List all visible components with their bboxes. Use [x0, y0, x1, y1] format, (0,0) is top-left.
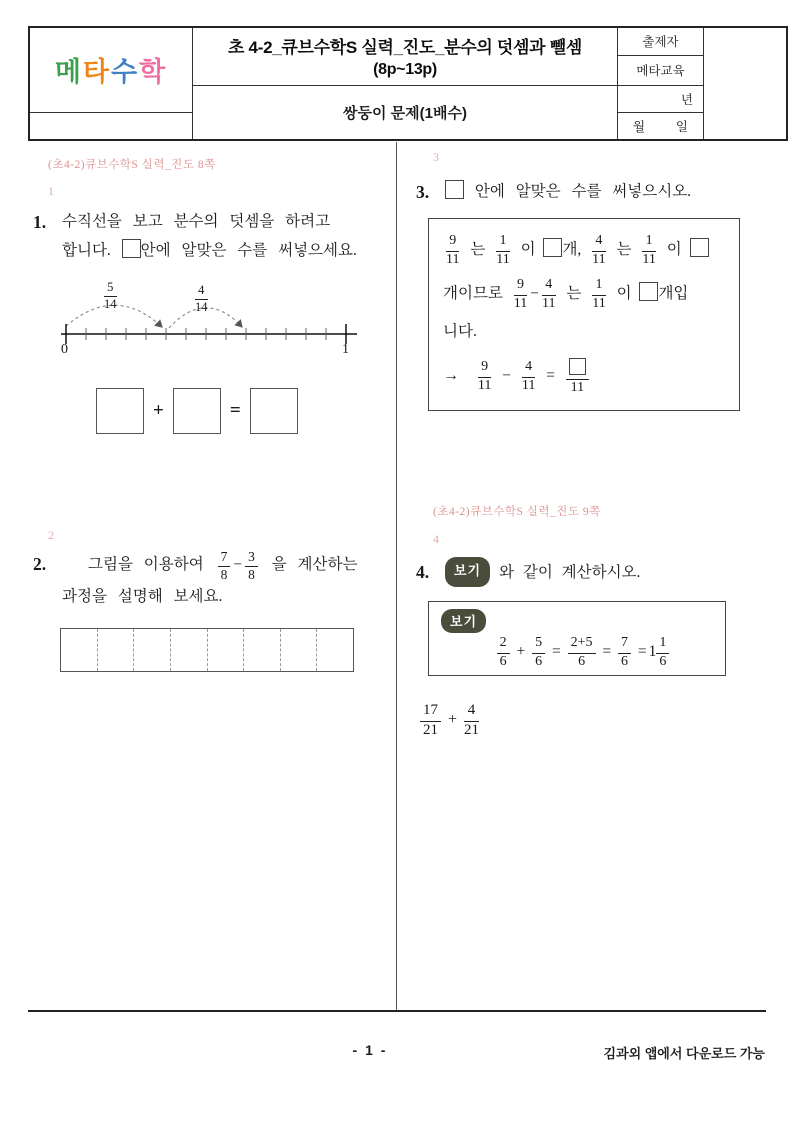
- number-line-zero-label: 0: [61, 341, 68, 357]
- title-line2: (8p~13p): [373, 61, 437, 79]
- page-number: - 1 -: [352, 1042, 388, 1058]
- expr-f2-den: 21: [464, 722, 480, 738]
- q3-prompt: 안에 알맞은 수를 써넣으시오.: [474, 183, 692, 200]
- f9-num: 9: [446, 233, 459, 252]
- text-i: 이: [520, 241, 536, 259]
- q1-inline-blank-square: [122, 239, 141, 258]
- equals-sign: =: [551, 643, 561, 660]
- strip-cell: [244, 629, 281, 671]
- q2-f2-den: 8: [248, 567, 255, 583]
- right-column: [413, 140, 766, 739]
- f1-den: 11: [592, 295, 606, 311]
- ex-f1-num: 2: [497, 635, 510, 654]
- fraction-7-6: [618, 635, 631, 669]
- result-denominator: 11: [570, 380, 585, 396]
- column-divider: [396, 142, 397, 1010]
- question-1: [30, 207, 378, 266]
- q3-text: [445, 177, 766, 206]
- number-line-one-label: 1: [342, 341, 349, 357]
- arc1-numerator: 5: [104, 280, 117, 297]
- logo: [29, 27, 193, 112]
- content-area: [30, 140, 766, 1010]
- q3-blank-2: [690, 238, 709, 257]
- f4-den: 11: [542, 295, 556, 311]
- f1-num: 1: [642, 233, 655, 252]
- bogi-badge: 보기: [445, 557, 490, 587]
- number-line-diagram: [56, 279, 368, 362]
- text-gaeimeuro: 개이므로: [443, 284, 503, 302]
- example-equation: [441, 635, 725, 669]
- q3-box-line2: [443, 277, 727, 311]
- q3-work-box: [428, 218, 740, 410]
- mixed-number-whole: 1: [648, 643, 657, 660]
- f9-den: 11: [477, 378, 492, 394]
- q2-fraction-2: [245, 549, 258, 582]
- q1-text: [62, 207, 378, 266]
- arc2-numerator: 4: [195, 283, 208, 300]
- q1-answer-box-3: [250, 388, 298, 434]
- fraction-strip-diagram: [60, 628, 354, 672]
- equals-sign: =: [546, 367, 555, 385]
- fraction-17-21: [420, 702, 441, 739]
- q4-source-reference: (초4-2)큐브수학S 실력_진도 9쪽: [433, 505, 601, 518]
- q3-result-blank: [569, 358, 586, 375]
- worksheet-subtitle: 쌍둥이 문제(1배수): [193, 85, 618, 140]
- equals-sign: =: [637, 643, 647, 660]
- number-line-svg: [56, 282, 368, 362]
- arc1-denominator: 14: [104, 297, 117, 311]
- minus-sign: −: [530, 284, 540, 302]
- strip-cell: [208, 629, 245, 671]
- strip-cell: [281, 629, 318, 671]
- minus-sign: −: [233, 556, 243, 574]
- footer-download-note: 김과외 앱에서 다운로드 가능: [603, 1046, 765, 1061]
- examiner-name-cell: [704, 27, 788, 140]
- q3-blank-1: [543, 238, 562, 257]
- q1-line1: 수직선을 보고 분수의 덧셈을 하려고: [62, 213, 331, 230]
- bogi-badge: 보기: [441, 609, 486, 633]
- example-box: [428, 601, 726, 676]
- q2-fraction-1: [218, 549, 231, 582]
- plus-sign: +: [516, 643, 526, 660]
- f4-num: 4: [592, 233, 605, 252]
- org-label-cell: 메타교육: [618, 55, 704, 85]
- ex-f5-den: 6: [659, 653, 667, 669]
- q3-box-line1: [443, 233, 727, 267]
- q4-exercise-expression: [417, 702, 766, 739]
- f9-den: 11: [446, 252, 460, 268]
- footer-divider-line: [28, 1010, 766, 1012]
- q2-f1-num: 7: [218, 549, 231, 567]
- q2-f1-den: 8: [220, 567, 228, 583]
- fraction-4-11: [522, 359, 535, 393]
- strip-cell: [98, 629, 135, 671]
- q1-answer-equation: [96, 388, 378, 434]
- expr-f2-num: 4: [464, 702, 479, 722]
- ex-f5-num: 1: [656, 635, 669, 654]
- strip-cell: [134, 629, 171, 671]
- logo-bottom-empty-cell: [29, 112, 193, 140]
- text-nida: 니다.: [443, 323, 477, 341]
- month-day-cell: [618, 112, 704, 140]
- examiner-label-cell: 출제자: [618, 27, 704, 55]
- text-gaeip: 개입: [658, 284, 689, 302]
- q1-label: 1.: [33, 212, 47, 232]
- q1-answer-box-1: [96, 388, 144, 434]
- f9-den: 11: [513, 295, 528, 311]
- q1-source-reference: (초4-2)큐브수학S 실력_진도 8쪽: [48, 159, 216, 171]
- expr-f1-den: 21: [423, 722, 438, 738]
- fraction-2-6: [497, 635, 510, 669]
- text-neun: 는: [566, 284, 582, 302]
- result-blank-numerator: [566, 357, 589, 380]
- q2-line1-pre: 그림을 이용하여: [88, 556, 204, 574]
- equals-sign: =: [229, 399, 241, 421]
- fraction-4-11: [592, 233, 605, 267]
- q2-text: [62, 549, 378, 612]
- fraction-1-11: [592, 277, 605, 311]
- logo-syllable-ta: 타: [82, 57, 111, 88]
- q2-line1-post: 을 계산하는: [271, 556, 358, 574]
- ex-f2-num: 5: [532, 635, 545, 654]
- plus-sign: +: [153, 399, 164, 421]
- q3-blank-3: [639, 282, 658, 301]
- ex-f4-den: 6: [621, 653, 629, 669]
- fraction-1-11: [642, 233, 655, 267]
- q3-inline-blank-square: [445, 180, 464, 199]
- q3-box-line3: [443, 320, 727, 343]
- q4-text: [445, 557, 766, 587]
- text-gae: 개,: [562, 241, 582, 259]
- title-line1: 초 4-2_큐브수학S 실력_진도_분수의 덧셈과 뺄셈: [228, 38, 582, 58]
- ex-f3-den: 6: [578, 653, 586, 669]
- arrow-icon: →: [443, 367, 459, 385]
- strip-cell: [171, 629, 208, 671]
- worksheet-title: [193, 27, 618, 85]
- equals-sign: =: [602, 643, 612, 660]
- ex-f3-num: 2+5: [568, 635, 596, 654]
- fraction-1-6: [656, 635, 669, 669]
- fraction-4-11: [542, 277, 555, 311]
- f1-num: 1: [496, 233, 509, 252]
- arc1-fraction-label: [104, 280, 117, 311]
- fraction-4-21: [464, 702, 479, 739]
- q1-line2-post: 안에 알맞은 수를 써넣으세요.: [140, 242, 357, 260]
- fraction-5-6: [532, 635, 545, 669]
- f4-den: 11: [592, 252, 606, 268]
- q2-line2: 과정을 설명해 보세요.: [62, 588, 223, 606]
- year-label-cell: 년: [618, 85, 704, 112]
- text-i: 이: [616, 284, 632, 302]
- f9-num: 9: [514, 277, 527, 296]
- question-2: [30, 549, 378, 612]
- question-3: [413, 177, 766, 206]
- f1-num: 1: [592, 277, 605, 296]
- fraction-9-11: [446, 233, 459, 267]
- logo-syllable-me: 메: [54, 57, 83, 88]
- header-table: [28, 26, 788, 141]
- fraction-1-11: [496, 233, 509, 267]
- fraction-9-11: [514, 277, 527, 311]
- q2-f2-num: 3: [245, 549, 258, 567]
- fraction-2plus5-6: [568, 635, 596, 669]
- f4-num: 4: [542, 277, 555, 296]
- q3-box-result-line: [443, 357, 727, 395]
- strip-cell: [61, 629, 98, 671]
- ex-f1-den: 6: [499, 653, 507, 669]
- q4-label: 4.: [416, 561, 430, 582]
- f4-den: 11: [521, 378, 536, 394]
- f1-den: 11: [496, 252, 510, 268]
- q4-prompt: 와 같이 계산하시오.: [499, 563, 641, 581]
- result-fraction-blank-over-11: [566, 357, 589, 395]
- text-neun: 는: [616, 241, 632, 259]
- text-i: 이: [666, 241, 682, 259]
- arc2-fraction-label: [195, 283, 208, 314]
- plus-sign: +: [448, 711, 458, 729]
- logo-syllable-su: 수: [111, 57, 140, 88]
- month-label: 월: [633, 119, 646, 134]
- day-label: 일: [675, 119, 688, 134]
- question-4: [413, 557, 766, 587]
- q4-pink-number: 4: [433, 531, 439, 546]
- q3-pink-number: 3: [433, 150, 439, 164]
- arc2-denominator: 14: [195, 300, 208, 314]
- f1-den: 11: [642, 252, 656, 268]
- logo-syllable-hak: 학: [139, 57, 168, 88]
- q1-line2-pre: 합니다.: [62, 242, 111, 260]
- expr-f1-num: 17: [420, 702, 441, 722]
- ex-f2-den: 6: [535, 653, 543, 669]
- q2-pink-number: 2: [48, 527, 54, 542]
- ex-f4-num: 7: [618, 635, 631, 654]
- q2-label: 2.: [33, 553, 47, 574]
- q1-answer-box-2: [173, 388, 221, 434]
- left-column: [30, 140, 378, 672]
- q1-pink-number: 1: [48, 184, 54, 198]
- q3-label: 3.: [416, 182, 430, 202]
- fraction-9-11: [478, 359, 491, 393]
- f9-num: 9: [478, 359, 491, 378]
- f4-num: 4: [522, 359, 535, 378]
- question-2-block: [30, 528, 378, 672]
- minus-sign: −: [502, 367, 511, 385]
- text-neun: 는: [470, 241, 486, 259]
- strip-cell: [317, 629, 353, 671]
